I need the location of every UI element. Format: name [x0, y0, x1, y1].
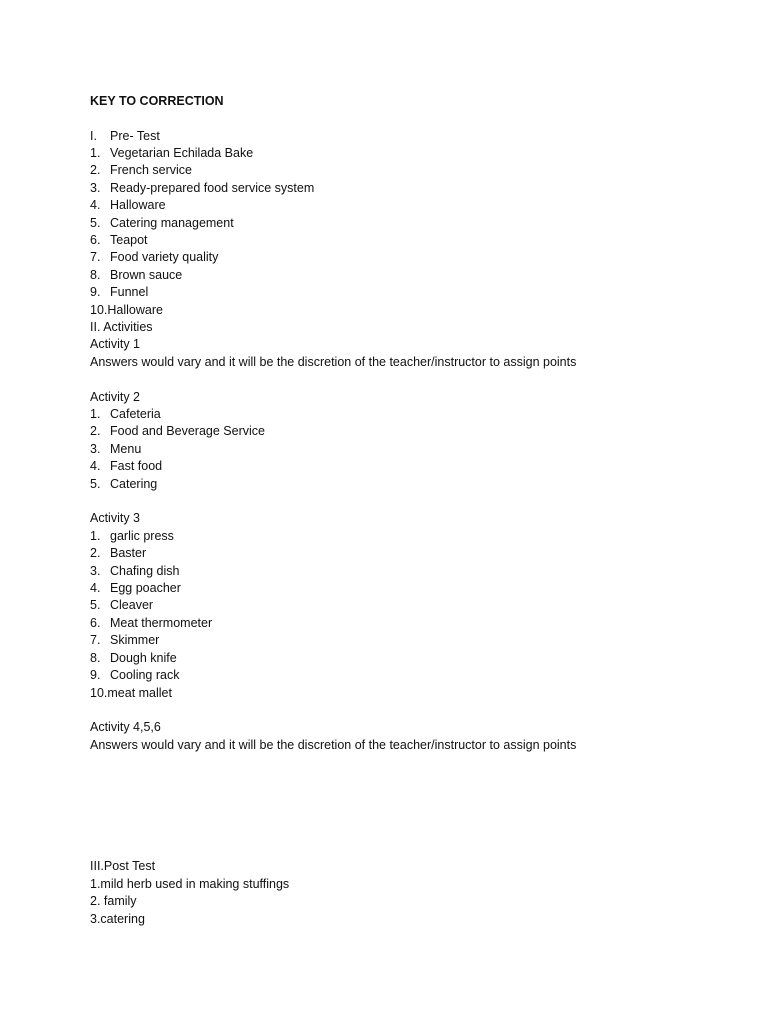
list-item: [90, 650, 177, 667]
item-text: Cleaver: [110, 598, 154, 612]
item-text: Halloware: [110, 198, 166, 212]
item-text: Catering: [110, 477, 158, 491]
item-text: Chafing dish: [110, 564, 180, 578]
item-number: 7.: [90, 250, 101, 264]
item-text: Ready-prepared food service system: [110, 181, 315, 195]
item-number: 8.: [90, 268, 101, 282]
activity1-heading: Activity 1: [90, 337, 141, 351]
item-text: Baster: [110, 546, 147, 560]
list-item: [90, 406, 161, 423]
item-text: Egg poacher: [110, 581, 181, 595]
list-item: 1.mild herb used in making stuffings: [90, 877, 290, 891]
item-text: French service: [110, 163, 192, 177]
list-item: [90, 441, 141, 458]
list-item: [90, 249, 218, 266]
item-number: 2.: [90, 546, 101, 560]
item-number: 8.: [90, 651, 101, 665]
list-item: [90, 180, 314, 197]
list-item: [90, 685, 172, 702]
item-number: 3.: [90, 181, 101, 195]
list-item: 3.catering: [90, 912, 145, 926]
list-item: [90, 667, 179, 684]
item-number: 9.: [90, 668, 101, 682]
item-number: 2.: [90, 163, 101, 177]
item-text: Vegetarian Echilada Bake: [110, 146, 254, 160]
list-item: [90, 284, 148, 301]
list-item: [90, 545, 146, 562]
list-item: [90, 597, 153, 614]
list-item: [90, 632, 159, 649]
list-item: [90, 302, 163, 319]
list-item: [90, 563, 180, 580]
item-number: 7.: [90, 633, 101, 647]
activity456-heading: Activity 4,5,6: [90, 720, 161, 734]
pretest-heading-number: I.: [90, 129, 97, 143]
activity2-heading: Activity 2: [90, 390, 141, 404]
item-number: 4.: [90, 459, 101, 473]
item-number: 3.: [90, 564, 101, 578]
item-text: Food and Beverage Service: [110, 424, 265, 438]
list-item: [90, 197, 166, 214]
item-number: 2.: [90, 424, 101, 438]
list-item: [90, 145, 253, 162]
list-item: [90, 423, 265, 440]
item-text: Skimmer: [110, 633, 160, 647]
item-number: 9.: [90, 285, 101, 299]
item-text: Menu: [110, 442, 142, 456]
item-number: 6.: [90, 233, 101, 247]
list-item: [90, 615, 212, 632]
pretest-heading-text: Pre- Test: [110, 129, 160, 143]
activity456-text: Answers would vary and it will be the discretion of the teacher/instructor to assign points: [90, 738, 577, 752]
item-text: Teapot: [110, 233, 148, 247]
item-number: 5.: [90, 477, 101, 491]
item-text: Brown sauce: [110, 268, 183, 282]
item-number: 6.: [90, 616, 101, 630]
list-item: [90, 476, 157, 493]
item-number: 1.: [90, 146, 101, 160]
list-item: [90, 162, 192, 179]
item-text: garlic press: [110, 529, 174, 543]
pretest-heading: [90, 128, 160, 145]
list-item: [90, 580, 181, 597]
item-text: 10.Halloware: [90, 303, 163, 317]
posttest-heading: III.Post Test: [90, 859, 156, 873]
item-number: 5.: [90, 216, 101, 230]
item-text: Funnel: [110, 285, 149, 299]
activities-heading: II. Activities: [90, 320, 153, 334]
item-number: 5.: [90, 598, 101, 612]
list-item: 2. family: [90, 894, 137, 908]
item-number: 4.: [90, 581, 101, 595]
item-number: 3.: [90, 442, 101, 456]
list-item: [90, 528, 174, 545]
item-number: 4.: [90, 198, 101, 212]
list-item: [90, 232, 148, 249]
document-title: KEY TO CORRECTION: [90, 94, 224, 108]
activity3-heading: Activity 3: [90, 511, 141, 525]
item-text: Catering management: [110, 216, 234, 230]
item-text: 10.meat mallet: [90, 686, 172, 700]
item-text: Cafeteria: [110, 407, 161, 421]
item-number: 1.: [90, 529, 101, 543]
list-item: [90, 215, 234, 232]
item-text: Fast food: [110, 459, 163, 473]
item-text: Food variety quality: [110, 250, 219, 264]
item-number: 1.: [90, 407, 101, 421]
list-item: [90, 267, 182, 284]
activity1-text: Answers would vary and it will be the discretion of the teacher/instructor to assign points: [90, 355, 577, 369]
item-text: Meat thermometer: [110, 616, 213, 630]
item-text: Cooling rack: [110, 668, 180, 682]
list-item: [90, 458, 162, 475]
item-text: Dough knife: [110, 651, 177, 665]
